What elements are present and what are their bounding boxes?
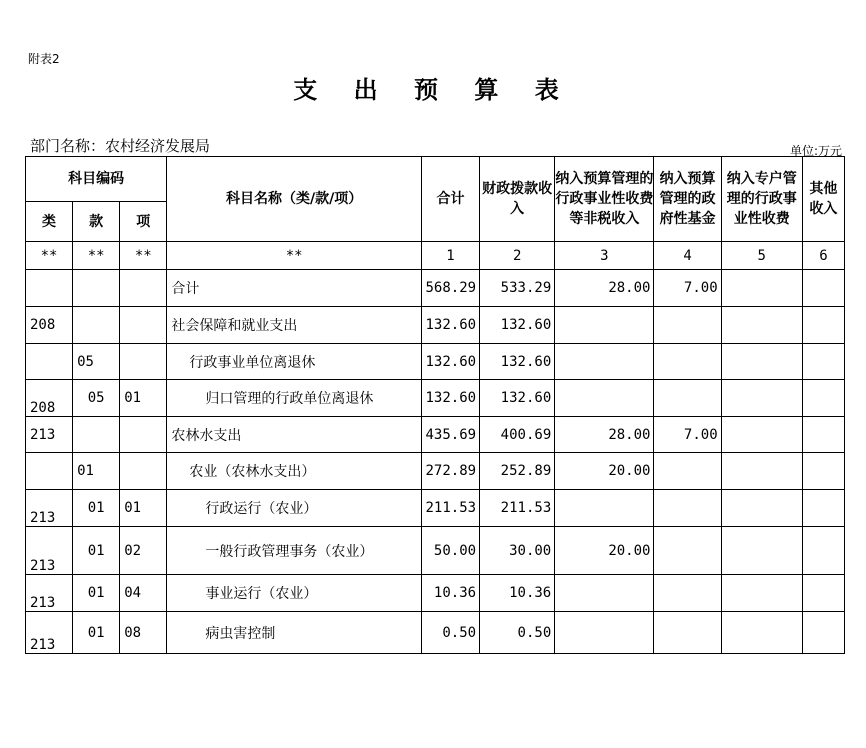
- header-subject-name: 科目名称（类/款/项）: [167, 157, 422, 242]
- index-cell: 2: [480, 242, 555, 270]
- value-govfund: [654, 344, 721, 380]
- value-total: 132.60: [421, 307, 479, 344]
- index-cell: 6: [802, 242, 844, 270]
- table-row: [26, 270, 845, 307]
- value-special: [721, 307, 802, 344]
- code-kuan: 01: [73, 575, 120, 612]
- code-lei: 213: [26, 527, 73, 575]
- index-cell: 5: [721, 242, 802, 270]
- page-title: 支 出 预 算 表: [293, 76, 573, 104]
- code-xiang: 08: [120, 612, 167, 654]
- code-kuan: [73, 307, 120, 344]
- subject-name: 事业运行（农业）: [167, 575, 422, 612]
- attachment-note: 附表2: [28, 52, 60, 66]
- value-other: [802, 490, 844, 527]
- code-kuan: 01: [73, 490, 120, 527]
- index-cell: 1: [421, 242, 479, 270]
- value-nontax: [555, 490, 654, 527]
- code-xiang: 04: [120, 575, 167, 612]
- header-special: 纳入专户管理的行政事业性收费: [721, 157, 802, 242]
- value-govfund: 7.00: [654, 417, 721, 453]
- value-special: [721, 453, 802, 490]
- table-row: [26, 307, 845, 344]
- value-fiscal: 400.69: [480, 417, 555, 453]
- value-govfund: [654, 307, 721, 344]
- value-other: [802, 575, 844, 612]
- subject-name: 农业（农林水支出）: [167, 453, 422, 490]
- value-fiscal: 0.50: [480, 612, 555, 654]
- code-kuan: 01: [73, 612, 120, 654]
- index-cell: **: [120, 242, 167, 270]
- code-xiang: [120, 270, 167, 307]
- value-fiscal: 132.60: [480, 380, 555, 417]
- value-nontax: [555, 344, 654, 380]
- subject-name: 归口管理的行政单位离退休: [167, 380, 422, 417]
- header-nontax: 纳入预算管理的行政事业性收费等非税收入: [555, 157, 654, 242]
- value-govfund: [654, 575, 721, 612]
- value-total: 0.50: [421, 612, 479, 654]
- code-xiang: [120, 453, 167, 490]
- value-special: [721, 527, 802, 575]
- value-govfund: [654, 453, 721, 490]
- subject-name: 行政事业单位离退休: [167, 344, 422, 380]
- index-cell: **: [73, 242, 120, 270]
- value-fiscal: 10.36: [480, 575, 555, 612]
- code-lei: 213: [26, 575, 73, 612]
- index-cell: 3: [555, 242, 654, 270]
- value-total: 132.60: [421, 380, 479, 417]
- table-row: [26, 417, 845, 453]
- value-special: [721, 575, 802, 612]
- value-other: [802, 612, 844, 654]
- value-nontax: [555, 380, 654, 417]
- value-nontax: 20.00: [555, 527, 654, 575]
- department-name: 部门名称：农村经济发展局: [30, 137, 211, 155]
- code-xiang: 02: [120, 527, 167, 575]
- code-xiang: [120, 307, 167, 344]
- value-govfund: [654, 380, 721, 417]
- value-govfund: 7.00: [654, 270, 721, 307]
- value-nontax: [555, 307, 654, 344]
- code-lei: [26, 344, 73, 380]
- subject-name: 病虫害控制: [167, 612, 422, 654]
- code-xiang: 01: [120, 380, 167, 417]
- code-lei: 208: [26, 307, 73, 344]
- value-special: [721, 344, 802, 380]
- code-kuan: 01: [73, 527, 120, 575]
- index-row: [26, 242, 845, 270]
- value-special: [721, 380, 802, 417]
- header-lei: 类: [26, 202, 73, 242]
- value-special: [721, 270, 802, 307]
- code-lei: 213: [26, 490, 73, 527]
- value-fiscal: 132.60: [480, 344, 555, 380]
- value-fiscal: 211.53: [480, 490, 555, 527]
- value-other: [802, 380, 844, 417]
- value-other: [802, 527, 844, 575]
- header-kuan: 款: [73, 202, 120, 242]
- value-nontax: [555, 575, 654, 612]
- value-total: 211.53: [421, 490, 479, 527]
- code-xiang: [120, 417, 167, 453]
- subject-name: 社会保障和就业支出: [167, 307, 422, 344]
- value-govfund: [654, 527, 721, 575]
- code-xiang: [120, 344, 167, 380]
- code-lei: 208: [26, 380, 73, 417]
- header-total: 合计: [421, 157, 479, 242]
- index-cell: 4: [654, 242, 721, 270]
- code-lei: [26, 270, 73, 307]
- header-other: 其他收入: [802, 157, 844, 242]
- index-cell: **: [26, 242, 73, 270]
- value-total: 568.29: [421, 270, 479, 307]
- value-special: [721, 417, 802, 453]
- value-total: 50.00: [421, 527, 479, 575]
- unit-label: 单位:万元: [789, 144, 842, 158]
- budget-table: [25, 156, 845, 654]
- code-lei: 213: [26, 612, 73, 654]
- subject-name: 一般行政管理事务（农业）: [167, 527, 422, 575]
- header-code-group: 科目编码: [26, 157, 167, 202]
- header-xiang: 项: [120, 202, 167, 242]
- header-fiscal: 财政拨款收入: [480, 157, 555, 242]
- value-total: 132.60: [421, 344, 479, 380]
- value-total: 10.36: [421, 575, 479, 612]
- value-nontax: 28.00: [555, 417, 654, 453]
- value-fiscal: 132.60: [480, 307, 555, 344]
- subject-name: 合计: [167, 270, 422, 307]
- table-row: [26, 453, 845, 490]
- code-kuan: [73, 270, 120, 307]
- code-lei: 213: [26, 417, 73, 453]
- value-govfund: [654, 612, 721, 654]
- value-other: [802, 453, 844, 490]
- value-special: [721, 612, 802, 654]
- value-other: [802, 344, 844, 380]
- value-govfund: [654, 490, 721, 527]
- table-row: [26, 612, 845, 654]
- table-row: [26, 344, 845, 380]
- value-total: 272.89: [421, 453, 479, 490]
- value-total: 435.69: [421, 417, 479, 453]
- code-kuan: 05: [73, 344, 120, 380]
- table-row: [26, 380, 845, 417]
- value-fiscal: 252.89: [480, 453, 555, 490]
- value-other: [802, 417, 844, 453]
- table-row: [26, 527, 845, 575]
- value-nontax: 20.00: [555, 453, 654, 490]
- value-other: [802, 270, 844, 307]
- code-kuan: 01: [73, 453, 120, 490]
- code-kuan: [73, 417, 120, 453]
- value-other: [802, 307, 844, 344]
- value-special: [721, 490, 802, 527]
- subject-name: 行政运行（农业）: [167, 490, 422, 527]
- value-nontax: 28.00: [555, 270, 654, 307]
- table-row: [26, 490, 845, 527]
- table-row: [26, 575, 845, 612]
- value-nontax: [555, 612, 654, 654]
- code-lei: [26, 453, 73, 490]
- value-fiscal: 533.29: [480, 270, 555, 307]
- header-govfund: 纳入预算管理的政府性基金: [654, 157, 721, 242]
- code-kuan: 05: [73, 380, 120, 417]
- index-cell: **: [167, 242, 422, 270]
- value-fiscal: 30.00: [480, 527, 555, 575]
- code-xiang: 01: [120, 490, 167, 527]
- subject-name: 农林水支出: [167, 417, 422, 453]
